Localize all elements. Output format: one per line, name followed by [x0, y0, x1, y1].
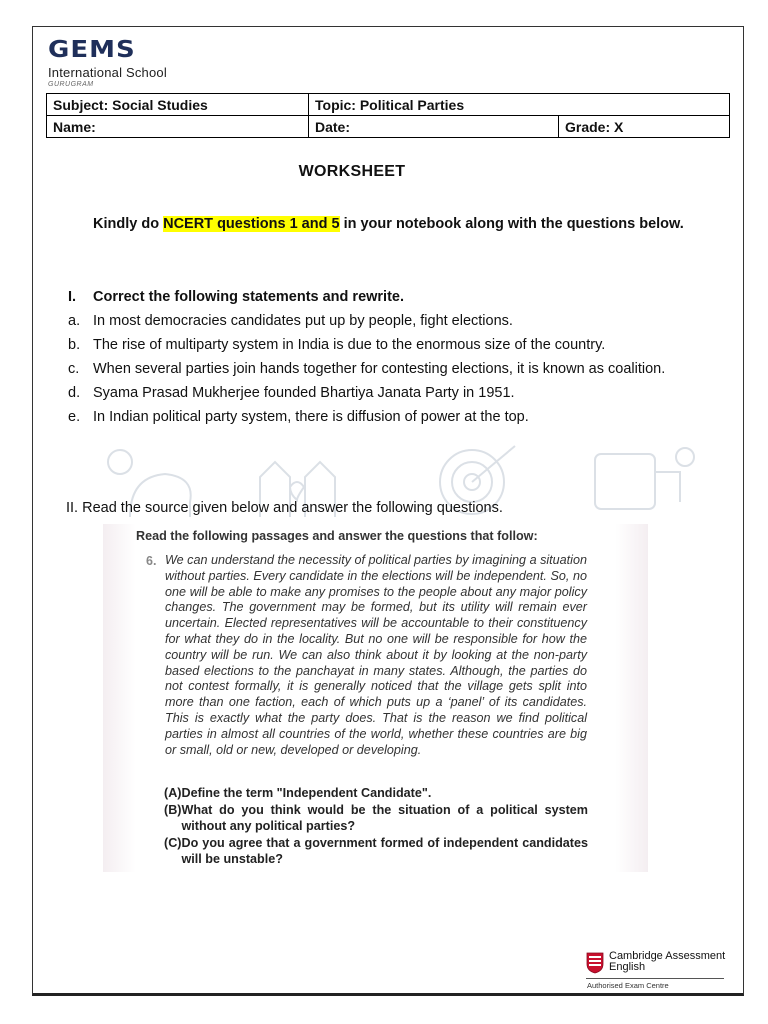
lightbulb-icon: [676, 448, 694, 466]
puzzle-icon: [595, 454, 655, 509]
list-item-marker: b.: [68, 337, 81, 353]
list-item: [68, 333, 698, 357]
question-label: (B): [164, 802, 182, 817]
list-item: [68, 381, 698, 405]
question-text: What do you think would be the situation of a political system without any political parties?: [181, 802, 588, 833]
authorised-centre-label: Authorised Exam Centre: [587, 981, 669, 990]
section-1-marker: I.: [68, 289, 77, 305]
question-item: [164, 835, 588, 868]
section-1: [68, 285, 698, 429]
cambridge-line-1: Cambridge Assessment: [609, 950, 726, 962]
footer-divider: [586, 978, 724, 979]
intro-text-before: Kindly do: [93, 216, 164, 232]
section-2-heading: II. Read the source given below and answer the following questions.: [66, 500, 503, 516]
intro-highlight: NCERT questions 1 and 5: [163, 216, 340, 232]
question-item: [164, 802, 588, 835]
subject-cell: Subject: Social Studies: [47, 94, 309, 116]
question-label: (C): [164, 835, 182, 850]
date-cell: Date:: [309, 116, 559, 138]
list-item-text: The rise of multiparty system in India is due to the enormous size of the country.: [93, 337, 606, 353]
worksheet-title: WORKSHEET: [298, 163, 406, 180]
passage-body: We can understand the necessity of political parties by imagining a situation without parties. Every candidate in the elections will be independent. So, no one will be able to make any promises to the people about any major policy changes. The government may be formed, but its utility will remain ever uncertain. Elected representatives will be accountable to their constituency for what they do in the locality. But no one will be responsible for how the country will be run. We can also think about it by looking at the non-party based elections to the panchayat in many states. Although, the parties do not contest formally, it is generally noticed that the village gets split into more than one faction, each of which puts up a ‘panel’ of its candidates. This is exactly what the party does. That is the reason we find political parties in almost all countries of the world, whether these countries are big or small, old or new, developed or developing.: [165, 553, 587, 757]
cambridge-shield-icon: [586, 952, 604, 974]
topic-cell: Topic: Political Parties: [309, 94, 730, 116]
grade-cell: Grade: X: [559, 116, 730, 138]
passage-questions: [164, 785, 588, 868]
question-text: Do you agree that a government formed of independent candidates will be unstable?: [181, 835, 588, 866]
list-item-marker: a.: [68, 313, 81, 329]
gear-icon: [108, 450, 132, 474]
question-label: (A): [164, 786, 182, 800]
passage-heading: Read the following passages and answer the questions that follow:: [136, 529, 538, 543]
header-table: [46, 93, 730, 138]
question-text: Define the term "Independent Candidate".: [181, 786, 432, 800]
list-item-marker: c.: [68, 361, 80, 377]
logo-location: GURUGRAM: [48, 81, 94, 88]
intro-text-after: in your notebook along with the questions below.: [339, 216, 684, 232]
section-1-heading-text: Correct the following statements and rewrite.: [93, 289, 404, 305]
list-item: [68, 405, 698, 429]
list-item-marker: e.: [68, 409, 81, 425]
list-item-text: In Indian political party system, there is diffusion of power at the top.: [93, 409, 529, 425]
cambridge-logo: [586, 951, 725, 974]
heart-icon: [290, 482, 304, 500]
school-logo: [48, 38, 167, 88]
list-item: [68, 357, 698, 381]
intro-instruction: [93, 212, 693, 237]
logo-school-name: International School: [48, 65, 167, 80]
name-cell: Name:: [47, 116, 309, 138]
cambridge-line-2: English: [609, 961, 646, 973]
list-item: [68, 309, 698, 333]
section-1-heading: [68, 285, 698, 309]
list-item-marker: d.: [68, 385, 81, 401]
list-item-text: Syama Prasad Mukherjee founded Bhartiya Janata Party in 1951.: [93, 385, 515, 401]
list-item-text: When several parties join hands together for contesting elections, it is known as coalition.: [93, 361, 666, 377]
question-item: [164, 785, 588, 802]
list-item-text: In most democracies candidates put up by people, fight elections.: [93, 313, 513, 329]
logo-brand: GEMS: [48, 36, 136, 64]
passage-number: 6.: [146, 554, 157, 568]
